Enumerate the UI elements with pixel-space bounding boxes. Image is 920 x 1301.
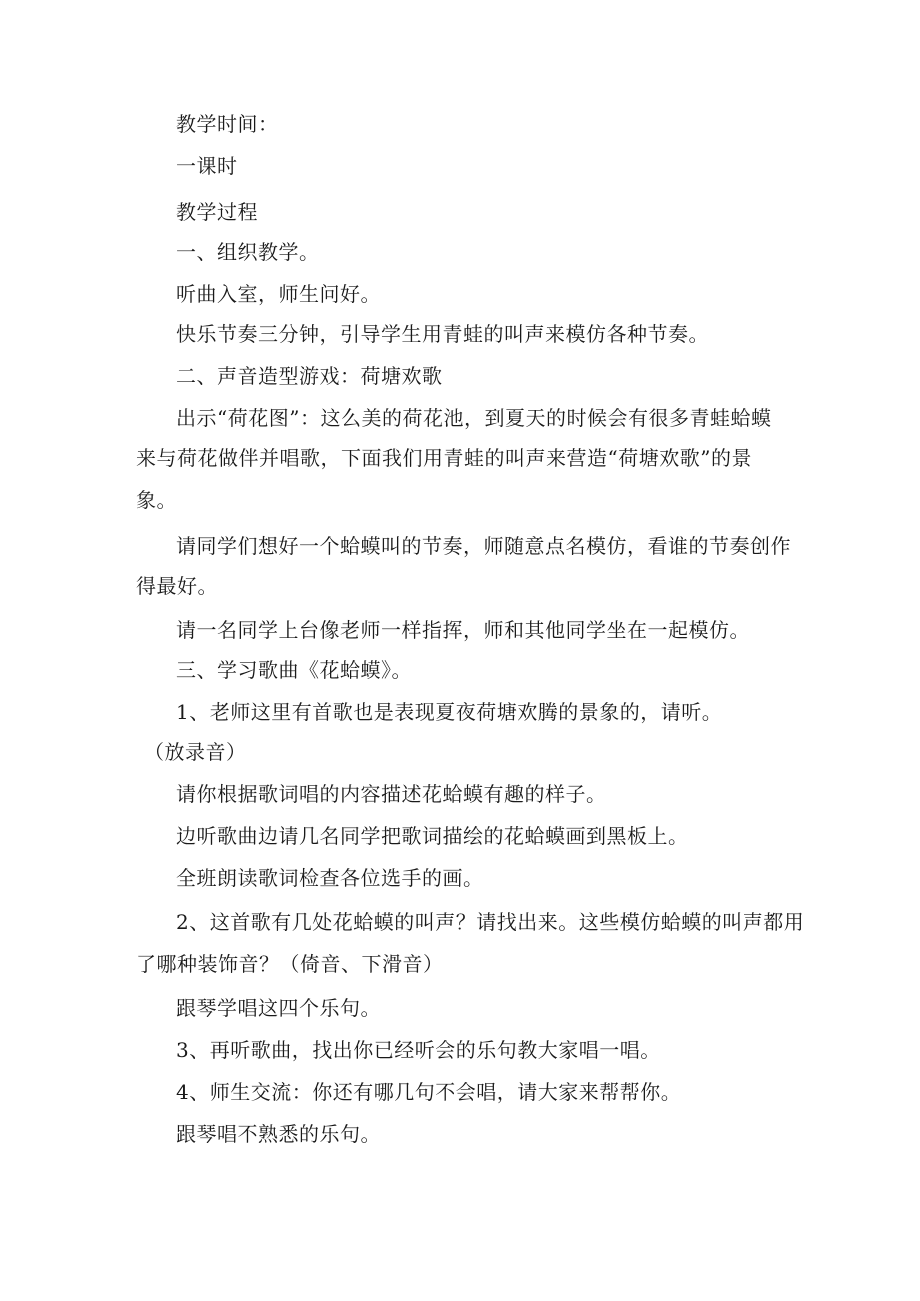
paragraph-line: 得最好。 <box>136 574 218 598</box>
paragraph-line: 跟琴学唱这四个乐句。 <box>176 996 381 1020</box>
teaching-time-label: 教学时间： <box>176 112 279 136</box>
section-heading-2: 二、声音造型游戏：荷塘欢歌 <box>176 364 443 388</box>
paragraph-line: 边听歌曲边请几名同学把歌词描绘的花蛤蟆画到黑板上。 <box>176 824 689 848</box>
paragraph-line: 听曲入室，师生问好。 <box>176 282 381 306</box>
paragraph-line: 全班朗读歌词检查各位选手的画。 <box>176 866 484 890</box>
paragraph-line: 来与荷花做伴并唱歌，下面我们用青蛙的叫声来营造“荷塘欢歌”的景 <box>136 446 752 470</box>
paragraph-line: 请一名同学上台像老师一样指挥，师和其他同学坐在一起模仿。 <box>176 618 750 642</box>
paragraph-line: 象。 <box>136 488 177 512</box>
paragraph-line: 请同学们想好一个蛤蟆叫的节奏，师随意点名模仿，看谁的节奏创作 <box>176 534 791 558</box>
paragraph-line: 快乐节奏三分钟，引导学生用青蛙的叫声来模仿各种节奏。 <box>176 322 709 346</box>
paragraph-line: 了哪种装饰音？（倚音、下滑音） <box>136 952 444 976</box>
paragraph-line: 出示“荷花图”：这么美的荷花池，到夏天的时候会有很多青蛙蛤蟆 <box>176 406 772 430</box>
section-heading-3: 三、学习歌曲《花蛤蟆》。 <box>176 658 412 682</box>
numbered-item-3: 3、再听歌曲，找出你已经听会的乐句教大家唱一唱。 <box>176 1038 661 1062</box>
teaching-process-heading: 教学过程 <box>176 200 258 224</box>
numbered-item-4: 4、师生交流：你还有哪几句不会唱，请大家来帮帮你。 <box>176 1080 682 1104</box>
lesson-duration: 一课时 <box>176 154 238 178</box>
paragraph-line: 请你根据歌词唱的内容描述花蛤蟆有趣的样子。 <box>176 782 607 806</box>
paragraph-line: （放录音） <box>144 740 247 764</box>
paragraph-line: 跟琴唱不熟悉的乐句。 <box>176 1122 381 1146</box>
numbered-item-2: 2、这首歌有几处花蛤蟆的叫声？请找出来。这些模仿蛤蟆的叫声都用 <box>176 910 805 934</box>
section-heading-1: 一、组织教学。 <box>176 240 320 264</box>
numbered-item-1: 1、老师这里有首歌也是表现夏夜荷塘欢腾的景象的，请听。 <box>176 700 723 724</box>
